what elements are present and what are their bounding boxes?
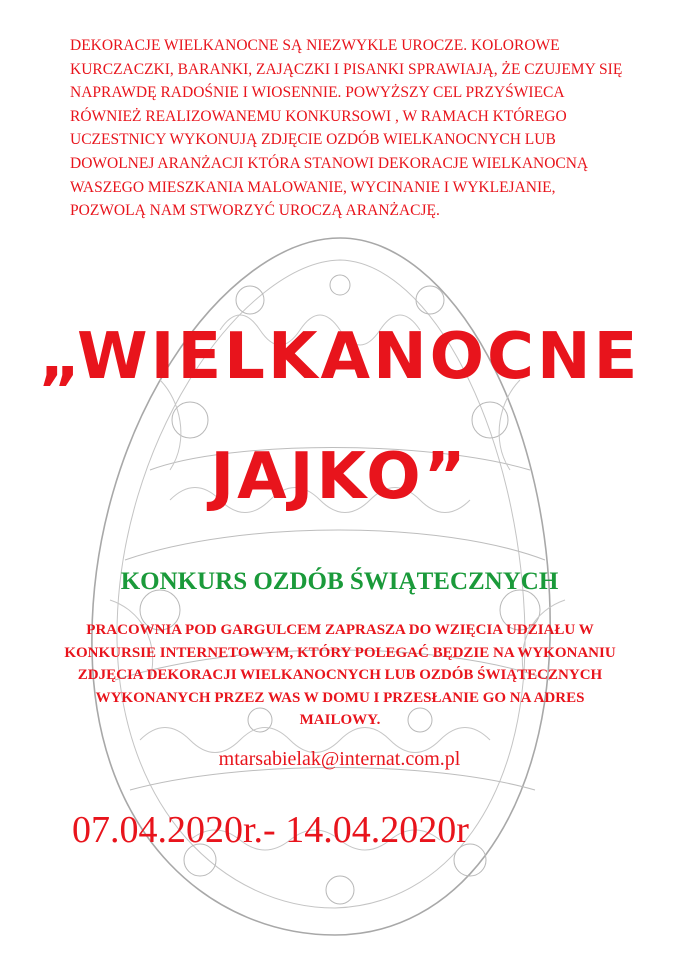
title-line-2: JAJKO” bbox=[210, 440, 469, 514]
contest-dates: 07.04.2020r.- 14.04.2020r bbox=[72, 809, 469, 851]
title-line-1: „WIELKANOCNE bbox=[38, 320, 641, 394]
invitation-paragraph: PRACOWNIA POD GARGULCEM ZAPRASZA DO WZIĘCIA UDZIAŁU W KONKURSIE INTERNETOWYM, KTÓRY POLEGAĆ BĘDZIE NA WYKONANIU ZDJĘCIA DEKORACJI WIELKANOCNYCH LUB OZDÓB ŚWIĄTECZNYCH WYKONANYCH PRZEZ WAS W DOMU I PRZESŁANIE GO NA ADRES MAILOWY. bbox=[64, 622, 616, 728]
contest-heading: KONKURS OZDÓB ŚWIĄTECZNYCH bbox=[120, 568, 559, 595]
intro-paragraph: DEKORACJE WIELKANOCNE SĄ NIEZWYKLE UROCZE. KOLOROWE KURCZACZKI, BARANKI, ZAJĄCZKI I PISANKI SPRAWIAJĄ, ŻE CZUJEMY SIĘ NAPRAWDĘ RADOŚNIE I WIOSENNIE. POWYŻSZY CEL PRZYŚWIECA RÓWNIEŻ REALIZOWANEMU KONKURSOWI , W RAMACH KTÓREGO UCZESTNICY WYKONUJĄ ZDJĘCIE OZDÓB WIELKANOCNYCH LUB DOWOLNEJ ARANŻACJI KTÓRA STANOWI DEKORACJE WIELKANOCNĄ WASZEGO MIESZKANIA MALOWANIE, WYCINANIE I WYKLEJANIE, POZWOLĄ NAM STWORZYĆ UROCZĄ ARANŻACJĘ. bbox=[70, 37, 623, 220]
email-address: mtarsabielak@internat.com.pl bbox=[218, 748, 461, 770]
